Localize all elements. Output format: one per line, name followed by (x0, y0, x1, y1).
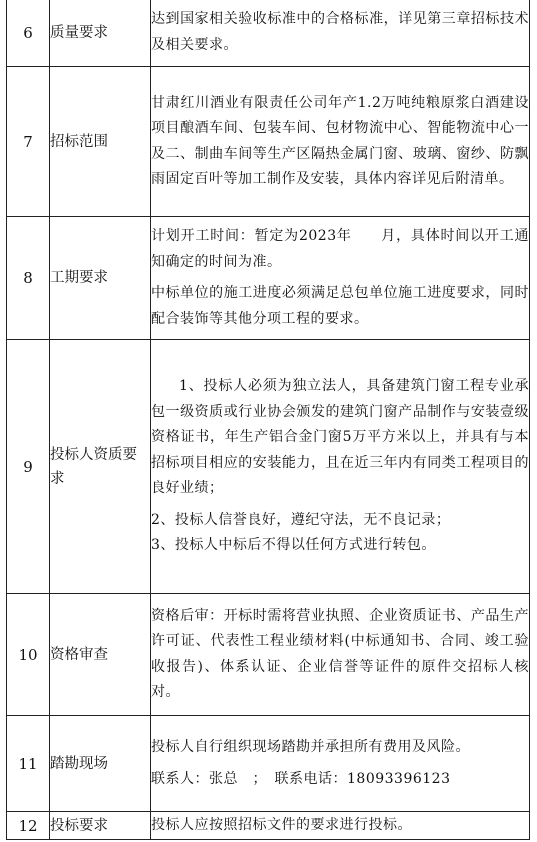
row-number: 7 (7, 67, 50, 217)
content-paragraph: 投标人应按照招标文件的要求进行投标。 (151, 816, 412, 833)
row-number: 11 (7, 716, 50, 812)
table-row (7, 812, 530, 840)
content-paragraph: 资格后审：开标时需将营业执照、企业资质证书、产品生产许可证、代表性工程业绩材料(中标通知书、合同、竣工验收报告)、体系认证、企业信誉等证件的原件交招标人核对。 (151, 607, 529, 700)
row-number: 9 (7, 340, 50, 594)
row-item-label: 资格审查 (50, 594, 151, 716)
row-item-label: 踏勘现场 (50, 716, 151, 812)
content-paragraph: 甘肃红川酒业有限责任公司年产1.2万吨纯粮原浆白酒建设项目酿酒车间、包装车间、包材物流中心、智能物流中心一及二、制曲车间等生产区隔热金属门窗、玻璃、窗纱、防飘雨固定百叶等加工制作及安装，具体内容详见后附清单。 (151, 94, 529, 187)
row-content (151, 67, 530, 217)
row-content (151, 812, 530, 840)
row-content (151, 340, 530, 594)
content-paragraph: 2、投标人信誉良好，遵纪守法，无不良记录； (151, 511, 451, 528)
row-number: 10 (7, 594, 50, 716)
content-paragraph: 3、投标人中标后不得以任何方式进行转包。 (151, 537, 436, 554)
table-row (7, 0, 530, 67)
row-number: 8 (7, 217, 50, 340)
content-paragraph: 达到国家相关验收标准中的合格标准，详见第三章招标技术及相关要求。 (151, 11, 529, 53)
table-row (7, 594, 530, 716)
tender-info-table (6, 0, 530, 840)
row-item-label: 投标要求 (50, 812, 151, 840)
row-content (151, 0, 530, 67)
row-content (151, 716, 530, 812)
content-paragraph: 联系人：张总 ； 联系电话：18093396123 (151, 770, 451, 787)
table-row (7, 217, 530, 340)
row-number: 12 (7, 812, 50, 840)
row-item-label: 质量要求 (50, 0, 151, 67)
row-content (151, 594, 530, 716)
content-paragraph: 1、投标人必须为独立法人，具备建筑门窗工程专业承包一级资质或行业协会颁发的建筑门窗产品制作与安装壹级资格证书，年生产铝合金门窗5万平方米以上，并具有与本招标项目相应的安装能力，且在近三年内有同类工程项目的良好业绩； (151, 378, 529, 497)
table-row (7, 340, 530, 594)
row-item-label: 招标范围 (50, 67, 151, 217)
content-paragraph: 中标单位的施工进度必须满足总包单位施工进度要求，同时配合装饰等其他分项工程的要求。 (151, 285, 529, 327)
content-paragraph: 投标人自行组织现场踏勘并承担所有费用及风险。 (151, 739, 470, 755)
row-item-label: 投标人资质要求 (50, 340, 151, 594)
table-row (7, 67, 530, 217)
row-item-label: 工期要求 (50, 217, 151, 340)
row-content (151, 217, 530, 340)
content-paragraph: 计划开工时间：暂定为2023年 月，具体时间以开工通知确定的时间为准。 (151, 228, 529, 270)
row-number: 6 (7, 0, 50, 67)
table-row (7, 716, 530, 812)
